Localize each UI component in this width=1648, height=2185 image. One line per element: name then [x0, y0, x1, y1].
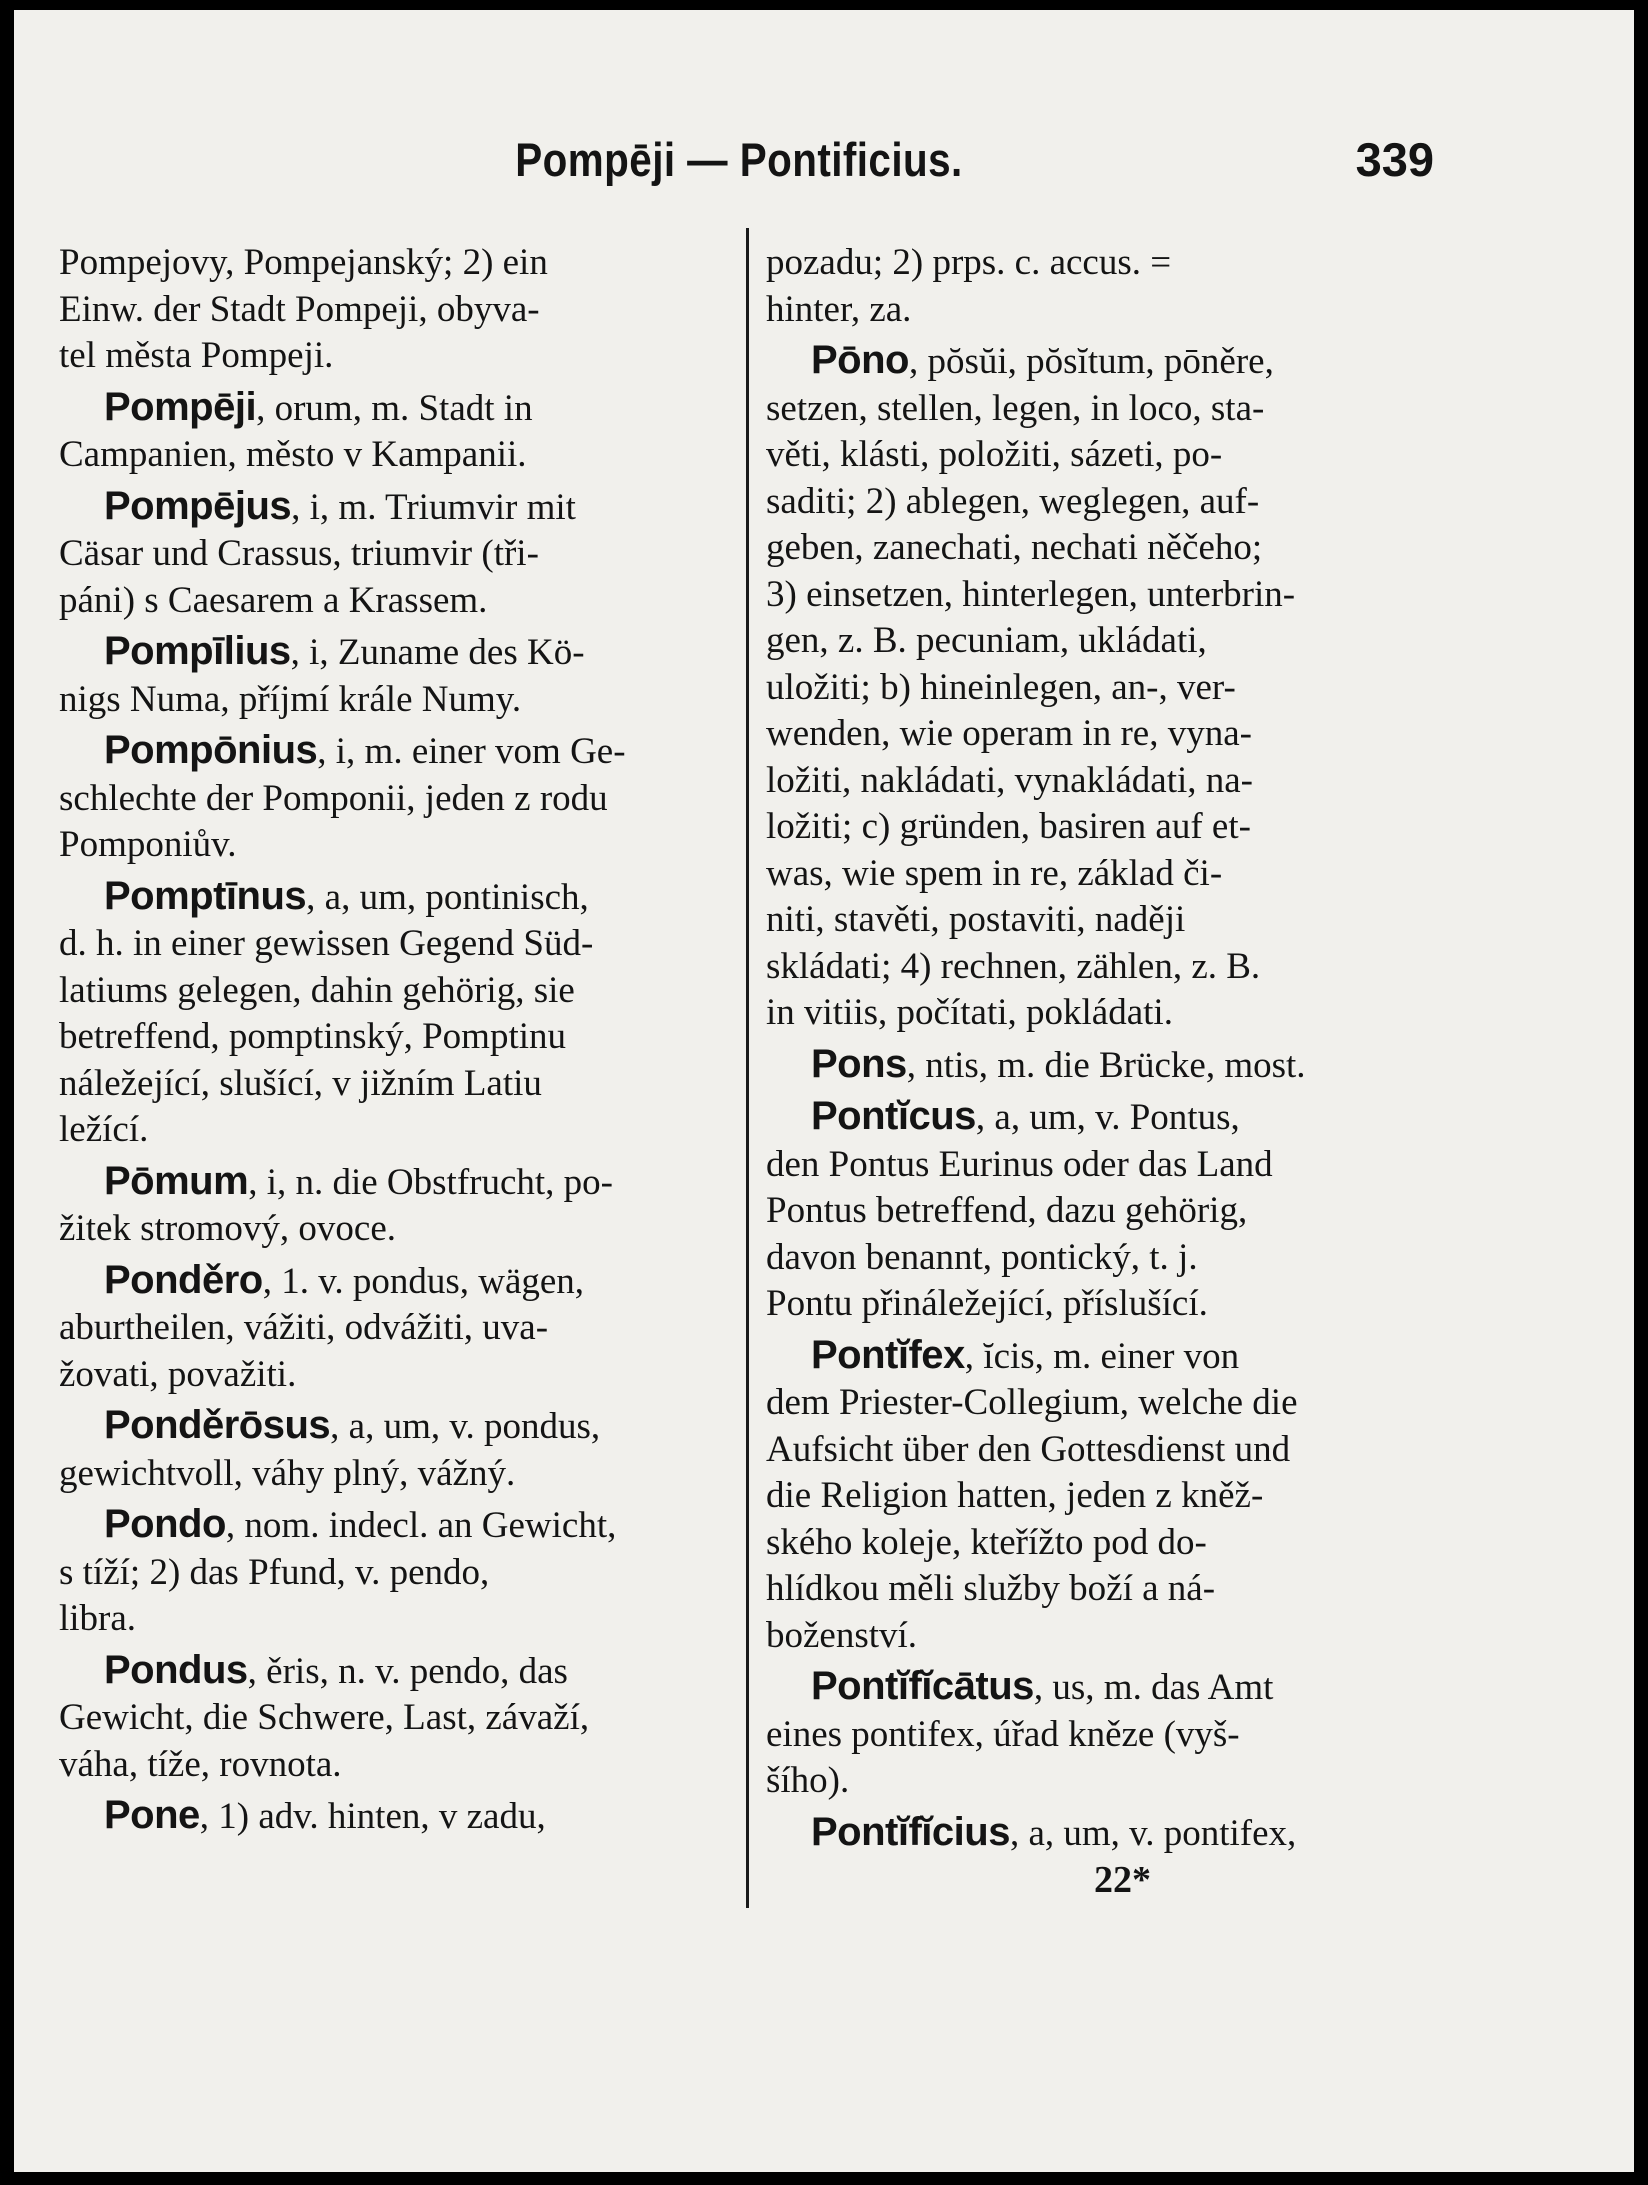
entry-text: , i, m. Triumvir mit: [291, 486, 576, 528]
entry-line: Campanien, město v Kampanii.: [59, 434, 527, 475]
entry-line: ležící.: [59, 1109, 149, 1150]
headword: Pomptīnus: [104, 873, 307, 918]
entry-text: , i, n. die Obstfrucht, po-: [248, 1161, 613, 1203]
entry-text: , a, um, v. pondus,: [330, 1406, 601, 1447]
entry-line: [766, 1663, 1431, 1712]
entry-line: die Religion hatten, jeden z kněž-: [766, 1475, 1264, 1516]
entry-line: Gewicht, die Schwere, Last, závaží,: [59, 1697, 590, 1738]
entry-line: ložiti; c) gründen, basiren auf et-: [766, 806, 1251, 847]
entry-text: , ntis, m. die Brücke, most.: [906, 1044, 1306, 1086]
dictionary-entry-pontificatus: [766, 1663, 1431, 1805]
entry-line: Pontus betreffend, dazu gehörig,: [766, 1190, 1248, 1231]
entry-line: nigs Numa, příjmí krále Numy.: [59, 678, 522, 720]
dictionary-entry-pontifex: [766, 1332, 1431, 1660]
column-divider: [746, 228, 749, 1908]
dictionary-entry-pompeji: [59, 384, 729, 479]
entry-line: Pomponiův.: [59, 824, 237, 865]
entry-line: geben, zanechati, nechati něčeho;: [766, 527, 1263, 568]
dictionary-entry-pone: [59, 1792, 729, 1841]
entry-line: dem Priester-Collegium, welche die: [766, 1382, 1298, 1423]
entry-line: šího).: [766, 1760, 850, 1801]
entry-line: [59, 384, 729, 433]
dictionary-entry-pompejanus-tail: [59, 240, 729, 380]
entry-line: wenden, wie operam in re, vyna-: [766, 713, 1252, 754]
entry-line: náležející, slušící, v jižním Latiu: [59, 1062, 542, 1104]
headword: Pompēji: [104, 384, 257, 429]
entry-line: davon benannt, pontický, t. j.: [766, 1236, 1198, 1278]
entry-line: Aufsicht über den Gottesdienst und: [766, 1428, 1291, 1470]
left-column: [59, 240, 729, 1845]
headword: Pompējus: [104, 483, 292, 528]
entry-line: setzen, stellen, legen, in loco, sta-: [766, 387, 1265, 429]
entry-line: [59, 1647, 729, 1696]
headword: Pompīlius: [104, 629, 291, 673]
headword: Ponděro: [104, 1257, 263, 1302]
entry-line: žovati, považiti.: [59, 1353, 297, 1395]
headword: Pontĭfĭcius: [811, 1809, 1010, 1854]
dictionary-entry-pompejus: [59, 483, 729, 625]
entry-line: boženství.: [766, 1614, 918, 1656]
entry-line: žitek stromový, ovoce.: [59, 1208, 397, 1249]
signature-mark: 22*: [1094, 1859, 1151, 1901]
entry-line: skládati; 4) rechnen, zählen, z. B.: [766, 945, 1261, 987]
entry-text: , 1. v. pondus, wägen,: [262, 1260, 585, 1302]
headword: Pondus: [104, 1647, 248, 1692]
entry-text: , i, Zuname des Kö-: [290, 632, 585, 673]
entry-line: libra.: [59, 1598, 137, 1639]
entry-line: betreffend, pomptinský, Pomptinu: [59, 1016, 566, 1057]
dictionary-entry-pontificius: [766, 1809, 1431, 1858]
entry-line: [766, 337, 1431, 386]
entry-line: gewichtvoll, váhy plný, vážný.: [59, 1452, 516, 1494]
entry-line: [59, 1158, 729, 1207]
dictionary-entry-ponticus: [766, 1093, 1431, 1328]
right-column: [766, 240, 1431, 1861]
page-number: 339: [1355, 133, 1434, 186]
entry-line: [59, 727, 729, 776]
dictionary-entry-pomponius: [59, 727, 729, 869]
entry-line: uložiti; b) hineinlegen, an-, ver-: [766, 666, 1236, 708]
entry-line: saditi; 2) ablegen, weglegen, auf-: [766, 480, 1260, 522]
headword: Pontĭfĭcātus: [811, 1664, 1034, 1708]
headword: Pons: [811, 1041, 907, 1086]
entry-line: schlechte der Pomponii, jeden z rodu: [59, 777, 608, 819]
entry-line: was, wie spem in re, základ či-: [766, 852, 1223, 894]
entry-line: [766, 1093, 1431, 1142]
entry-text: , ěris, n. v. pendo, das: [247, 1650, 568, 1692]
headword: Pompōnius: [104, 728, 318, 772]
entry-line: Cäsar und Crassus, triumvir (tři-: [59, 533, 539, 574]
entry-line: den Pontus Eurinus oder das Land: [766, 1143, 1273, 1185]
entry-line: Pontu přináležející, příslušící.: [766, 1283, 1208, 1324]
entry-line: tel města Pompeji.: [59, 335, 334, 376]
headword: Pōmum: [104, 1158, 249, 1203]
dictionary-entry-pondero: [59, 1257, 729, 1399]
dictionary-entry-pone-tail: [766, 240, 1431, 333]
dictionary-entry-pompilius: [59, 628, 729, 723]
dictionary-entry-ponderosus: [59, 1402, 729, 1497]
entry-text: , ĭcis, m. einer von: [964, 1335, 1240, 1377]
dictionary-entry-pomptinus: [59, 873, 729, 1154]
headword: Pondo: [104, 1502, 226, 1546]
entry-line: [59, 1257, 729, 1306]
entry-text: , us, m. das Amt: [1033, 1667, 1274, 1708]
entry-line: 3) einsetzen, hinterlegen, unterbrin-: [766, 573, 1296, 615]
entry-line: latiums gelegen, dahin gehörig, sie: [59, 969, 575, 1011]
entry-line: hlídkou měli služby boží a ná-: [766, 1568, 1216, 1609]
entry-text: , pŏsŭi, pŏsĭtum, pōněre,: [908, 341, 1274, 382]
entry-line: páni) s Caesarem a Krassem.: [59, 579, 488, 621]
entry-text: , i, m. einer vom Ge-: [317, 731, 626, 772]
entry-line: [59, 873, 729, 922]
entry-line: Pompejovy, Pompejanský; 2) ein: [59, 242, 548, 283]
running-header: Pompēji — Pontificius.: [515, 133, 963, 186]
entry-line: [766, 1809, 1431, 1858]
dictionary-entry-pono: [766, 337, 1431, 1037]
dictionary-entry-pomum: [59, 1158, 729, 1253]
entry-line: pozadu; 2) prps. c. accus. =: [766, 242, 1172, 283]
entry-line: [59, 628, 729, 677]
dictionary-entry-pondus: [59, 1647, 729, 1789]
entry-text: , orum, m. Stadt in: [256, 387, 533, 429]
entry-line: [59, 1792, 729, 1841]
entry-line: váha, tíže, rovnota.: [59, 1743, 342, 1785]
headword: Pontĭcus: [811, 1094, 976, 1138]
entry-text: , a, um, pontinisch,: [306, 876, 589, 918]
entry-line: s tíží; 2) das Pfund, v. pendo,: [59, 1551, 490, 1593]
entry-line: niti, stavěti, postaviti, naději: [766, 899, 1186, 940]
entry-line: [766, 1041, 1431, 1090]
entry-line: věti, klásti, položiti, sázeti, po-: [766, 434, 1223, 475]
entry-line: [59, 1402, 729, 1451]
entry-text: , a, um, v. Pontus,: [975, 1097, 1240, 1138]
entry-line: aburtheilen, vážiti, odvážiti, uva-: [59, 1307, 549, 1348]
entry-line: [766, 1332, 1431, 1381]
entry-text: , nom. indecl. an Gewicht,: [225, 1505, 617, 1546]
entry-line: [59, 483, 729, 532]
entry-line: d. h. in einer gewissen Gegend Süd-: [59, 923, 594, 964]
entry-line: in vitiis, počítati, pokládati.: [766, 992, 1173, 1033]
headword: Pone: [104, 1793, 200, 1837]
entry-text: , 1) adv. hinten, v zadu,: [199, 1796, 546, 1837]
dictionary-entry-pons: [766, 1041, 1431, 1090]
entry-line: [59, 1501, 729, 1550]
entry-line: Einw. der Stadt Pompeji, obyva-: [59, 288, 540, 330]
dictionary-entry-pondo: [59, 1501, 729, 1643]
headword: Pōno: [811, 338, 909, 382]
entry-line: gen, z. B. pecuniam, ukládati,: [766, 620, 1207, 661]
entry-line: ložiti, nakládati, vynakládati, na-: [766, 759, 1253, 801]
entry-text: , a, um, v. pontifex,: [1009, 1812, 1297, 1854]
entry-line: hinter, za.: [766, 288, 912, 330]
dictionary-page: [14, 10, 1634, 2172]
headword: Pontĭfex: [811, 1332, 965, 1377]
entry-line: eines pontifex, úřad kněze (vyš-: [766, 1713, 1240, 1755]
headword: Ponděrōsus: [104, 1403, 331, 1447]
entry-line: ského koleje, kteřížto pod do-: [766, 1521, 1207, 1563]
